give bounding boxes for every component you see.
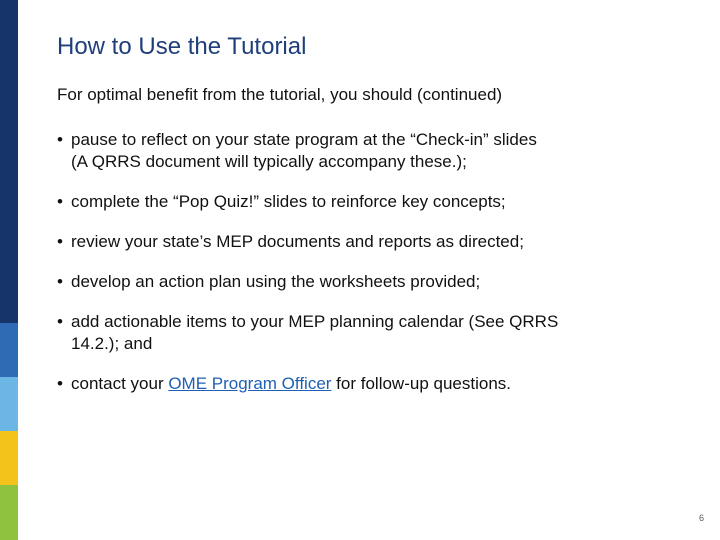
- slide-title: How to Use the Tutorial: [57, 33, 307, 60]
- bar-segment-light-blue: [0, 377, 18, 431]
- page-number: 6: [698, 513, 704, 523]
- bullet-text: develop an action plan using the worksheets provided;: [71, 272, 481, 291]
- bullet-text-suffix: for follow-up questions.: [331, 374, 511, 393]
- bar-segment-yellow: [0, 431, 18, 485]
- bullet-text-prefix: contact your: [71, 374, 169, 393]
- side-color-bar: [0, 0, 18, 540]
- bullet-text: review your state’s MEP documents and reports as directed;: [71, 232, 524, 251]
- bullet-item: [57, 373, 677, 395]
- bullet-text-line: 14.2.); and: [71, 334, 153, 353]
- intro-text: For optimal benefit from the tutorial, you should (continued): [57, 85, 503, 104]
- bullet-item: [57, 191, 677, 213]
- bullet-item: [57, 129, 677, 173]
- bullet-text: complete the “Pop Quiz!” slides to reinforce key concepts;: [71, 192, 506, 211]
- bar-segment-navy: [0, 0, 18, 323]
- ome-program-officer-link[interactable]: OME Program Officer: [168, 374, 332, 393]
- bullet-list: [57, 129, 677, 413]
- bullet-item: [57, 271, 677, 293]
- bar-segment-green: [0, 485, 18, 540]
- bullet-item: [57, 311, 677, 355]
- bullet-text-line: pause to reflect on your state program at the “Check-in” slides: [71, 130, 537, 149]
- bullet-text-line: (A QRRS document will typically accompany these.);: [71, 152, 467, 171]
- bullet-text-line: add actionable items to your MEP planning calendar (See QRRS: [71, 312, 559, 331]
- bullet-item: [57, 231, 677, 253]
- bar-segment-blue: [0, 323, 18, 377]
